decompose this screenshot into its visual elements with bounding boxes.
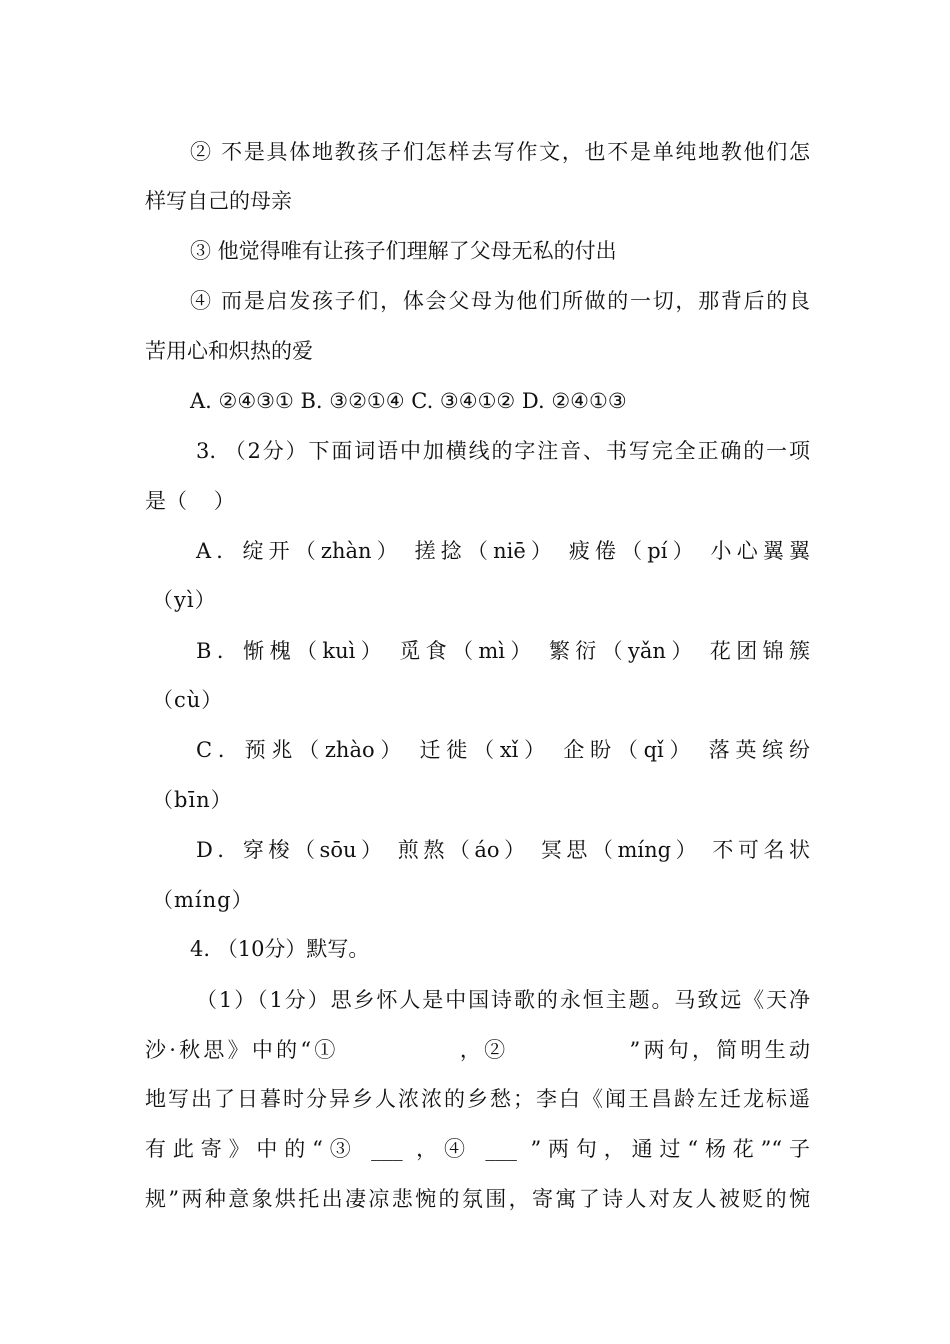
text-line: ③ 他觉得唯有让孩子们理解了父母无私的付出 <box>190 239 617 263</box>
text-line: （bīn） <box>152 788 233 812</box>
option-b: B．惭槐（kuì） 觅食（mì） 繁衍（yǎn） 花团锦簇 <box>196 639 810 663</box>
text-line: （cù） <box>152 688 224 712</box>
text-line: ④ 而是启发孩子们，体会父母为他们所做的一切，那背后的良 <box>190 289 810 313</box>
text-line: 规”两种意象烘托出凄凉悲惋的氛围，寄寓了诗人对友人被贬的惋 <box>145 1187 810 1211</box>
text-line: （yì） <box>152 588 217 612</box>
text-line: 沙·秋思》中的“① ，② ”两句，简明生动 <box>145 1038 810 1062</box>
question-3-stem: 3. （2分）下面词语中加横线的字注音、书写完全正确的一项 <box>196 439 810 463</box>
option-a: A．绽开（zhàn） 搓捻（niē） 疲倦（pí） 小心翼翼 <box>196 539 810 563</box>
answer-options: A. ②④③① B. ③②①④ C. ③④①② D. ②④①③ <box>190 389 627 413</box>
text-line: 是（ ） <box>145 489 235 513</box>
text-line: （1）（1分）思乡怀人是中国诗歌的永恒主题。马致远《天净 <box>196 988 810 1012</box>
text-line: 地写出了日暮时分异乡人浓浓的乡愁；李白《闻王昌龄左迁龙标遥 <box>145 1087 810 1111</box>
text-line: （míng） <box>152 888 254 912</box>
text-line: ② 不是具体地教孩子们怎样去写作文，也不是单纯地教他们怎 <box>190 140 810 164</box>
text-line: 样写自己的母亲 <box>145 189 292 213</box>
text-line: 有此寄》中的“③ ___ ，④ ___ ”两句，通过“杨花”“子 <box>145 1137 810 1161</box>
option-d: D．穿梭（sōu） 煎熬（áo） 冥思（míng） 不可名状 <box>196 838 810 862</box>
option-c: C．预兆（zhào） 迁徙（xǐ） 企盼（qǐ） 落英缤纷 <box>196 738 810 762</box>
text-line: 苦用心和炽热的爱 <box>145 339 313 363</box>
question-4-stem: 4. （10分）默写。 <box>190 937 370 961</box>
